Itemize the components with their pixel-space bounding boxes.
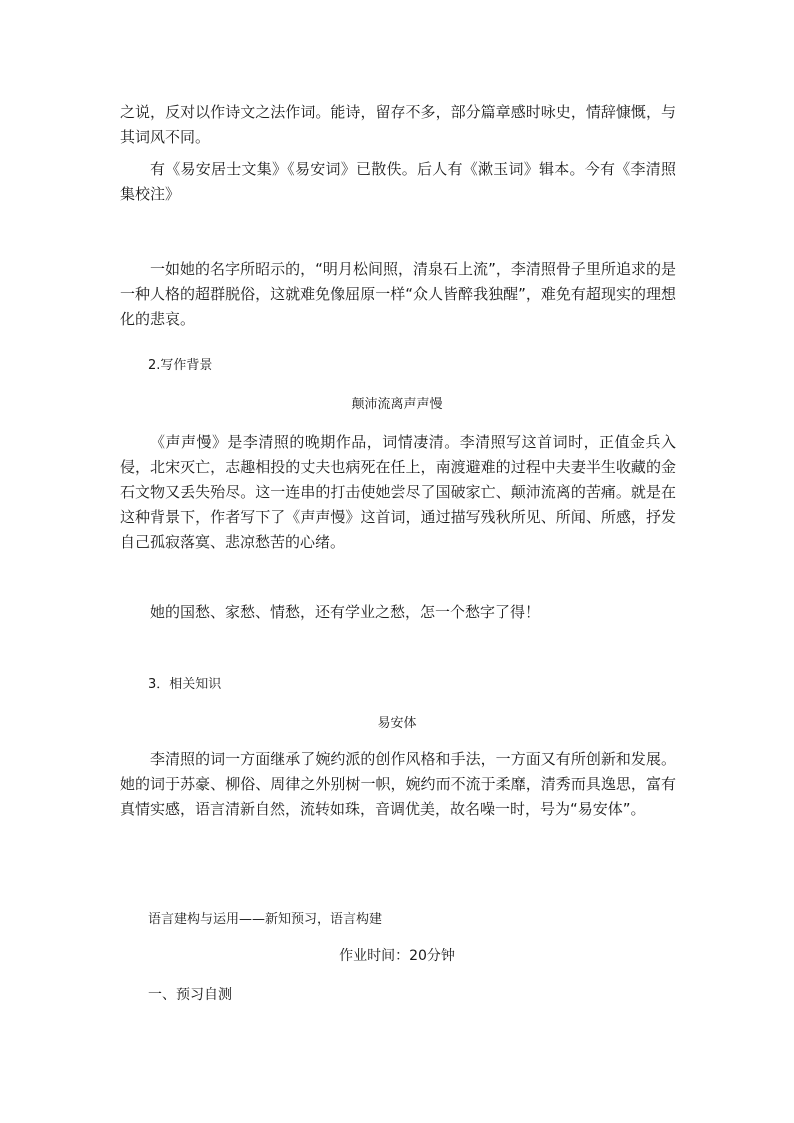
section-title-background: 颠沛流离声声慢: [351, 397, 443, 412]
paragraph-sorrow: 她的国愁、家愁、情愁，还有学业之愁，怎一个愁字了得！: [150, 603, 541, 621]
paragraph-intro-tail: 之说，反对以作诗文之法作词。能诗，留存不多，部分篇章感时咏史，情辞慷慨，与其词风不同。: [120, 103, 676, 146]
section-heading-knowledge: 3．相关知识: [148, 677, 222, 692]
section-heading-preview: 一、预习自测: [148, 987, 232, 1003]
paragraph-name-meaning: 一如她的名字所昭示的，“明月松间照，清泉石上流”，李清照骨子里所追求的是一种人格的超群脱俗，这就难免像屈原一样“众人皆醉我独醒”，难免有超现实的理想化的悲哀。: [120, 260, 676, 328]
section-heading-background: 2.写作背景: [148, 358, 213, 373]
paragraph-yian-style: 李清照的词一方面继承了婉约派的创作风格和手法，一方面又有所创新和发展。她的词于苏豪、柳俗、周律之外别树一帜，婉约而不流于柔靡，清秀而具逸思，富有真情实感，语言清新自然，流转如珠，音调优美，故名噪一时，号为“易安体”。: [120, 750, 676, 818]
homework-time: 作业时间：20分钟: [339, 948, 455, 964]
paragraph-works: 有《易安居士文集》《易安词》已散佚。后人有《漱玉词》辑本。今有《李清照集校注》: [120, 160, 676, 203]
section-heading-language: 语言建构与运用——新知预习，语言构建: [148, 912, 383, 927]
paragraph-background: 《声声慢》是李清照的晚期作品，词情凄清。李清照写这首词时，正值金兵入侵，北宋灭亡，志趣相投的丈夫也病死在任上，南渡避难的过程中夫妻半生收藏的金石文物又丢失殆尽。这一连串的打击使她尝尽了国破家亡、颠沛流离的苦痛。就是在这种背景下，作者写下了《声声慢》这首词，通过描写残秋所见、所闻、所感，抒发自己孤寂落寞、悲凉愁苦的心绪。: [120, 433, 676, 551]
section-title-yian-style: 易安体: [377, 716, 417, 731]
